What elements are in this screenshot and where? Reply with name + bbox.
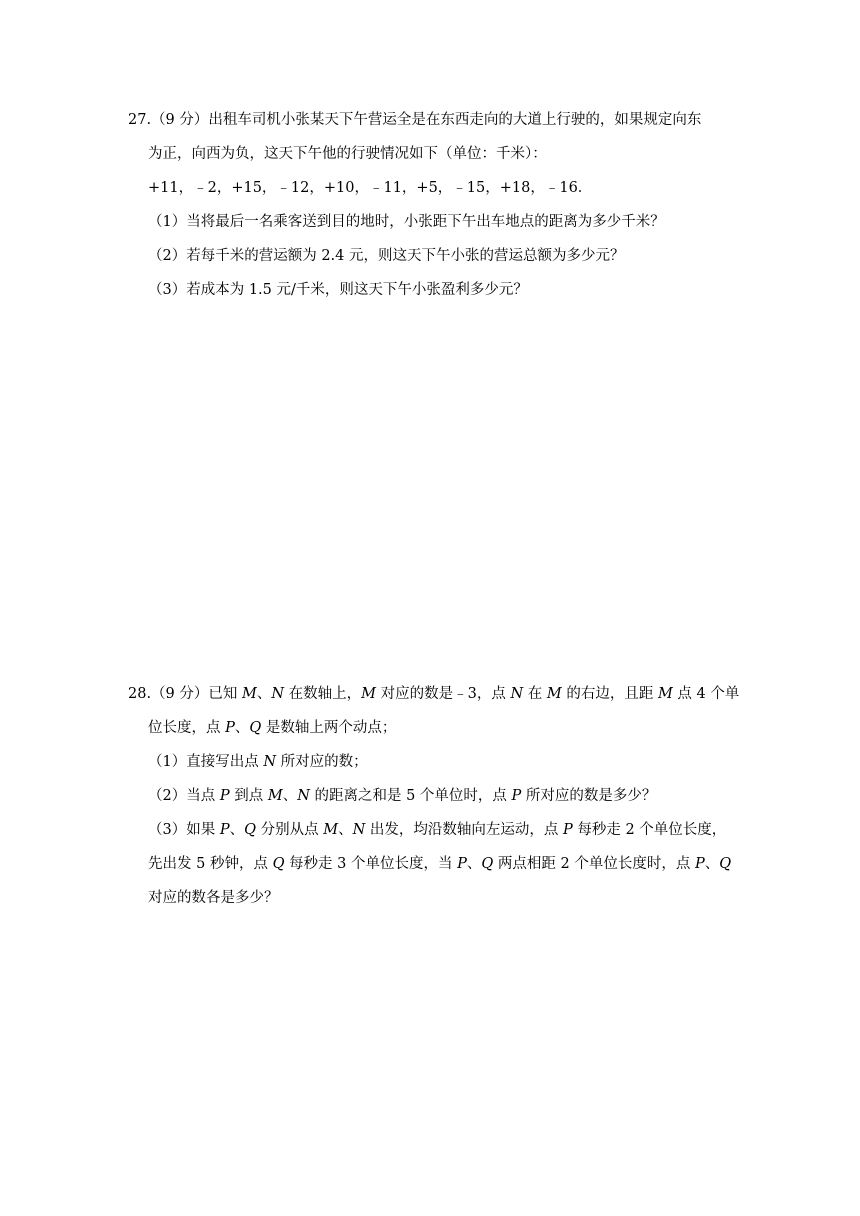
q28-var: P <box>511 788 522 804</box>
q28-var: Q <box>244 822 256 838</box>
q28-text: 每秒走 2 个单位长度， <box>572 822 727 838</box>
q28-text: 对应的数是﹣3，点 <box>376 686 511 702</box>
q28-var: P <box>219 788 230 804</box>
q28-var: N <box>352 822 366 838</box>
q28-text: 、 <box>466 856 482 872</box>
q28-text: 两点相距 2 个单位长度时，点 <box>493 856 695 872</box>
q28-text: 到点 <box>229 788 268 804</box>
q28-stem-line2 <box>148 718 396 738</box>
q28-var: Q <box>719 856 732 872</box>
q28-text: 在 <box>523 686 547 702</box>
q28-text: 在数轴上， <box>284 686 362 702</box>
q28-stem-line1 <box>128 684 739 704</box>
q28-text: 的距离之和是 5 个单位时，点 <box>309 788 512 804</box>
q28-var: P <box>562 822 573 838</box>
q27-sub2: （2）若每千米的营运额为 2.4 元，则这天下午小张的营运总额为多少元？ <box>148 248 625 264</box>
q28-text: 、 <box>229 822 245 838</box>
q28-text: 先出发 5 秒钟，点 <box>148 856 273 872</box>
q28-text: 每秒走 3 个单位长度，当 <box>284 856 458 872</box>
q28-text: 分别从点 <box>256 822 324 838</box>
q28-text: 的右边，且距 <box>561 686 658 702</box>
q28-var: M <box>657 686 673 702</box>
q28-text: 、 <box>234 720 250 736</box>
q28-var: M <box>546 686 562 702</box>
q28-text: 、 <box>282 788 298 804</box>
q28-var: P <box>219 822 230 838</box>
q28-text: 点 4 个单 <box>672 686 740 702</box>
q27-sub1: （1）当将最后一名乘客送到目的地时，小张距下午出车地点的距离为多少千米？ <box>148 214 665 230</box>
q28-text: 28.（9 分）已知 <box>128 686 243 702</box>
q28-sub1 <box>148 752 368 772</box>
q28-sub3-line2 <box>148 854 731 874</box>
q28-text: 所对应的数； <box>276 754 368 770</box>
q27-stem-line1: 27.（9 分）出租车司机小张某天下午营运全是在东西走向的大道上行驶的，如果规定向东 <box>128 112 702 128</box>
q27-data-line: +11，﹣2，+15，﹣12，+10，﹣11，+5，﹣15，+18，﹣16． <box>148 180 593 196</box>
q27-stem-line2: 为正，向西为负，这天下午他的行驶情况如下（单位：千米）： <box>148 146 547 162</box>
q28-text: 所对应的数是多少？ <box>521 788 657 804</box>
q28-var: N <box>263 754 277 770</box>
q28-text: 是数轴上两个动点； <box>261 720 397 736</box>
q27-sub3: （3）若成本为 1.5 元/千米，则这天下午小张盈利多少元？ <box>148 282 528 298</box>
q28-text: （1）直接写出点 <box>148 754 264 770</box>
q28-var: N <box>510 686 524 702</box>
q28-var: Q <box>272 856 285 872</box>
q28-var: Q <box>249 720 262 736</box>
q28-sub2 <box>148 786 656 806</box>
q28-var: M <box>267 788 283 804</box>
q28-var: P <box>225 720 235 736</box>
q28-var: M <box>242 686 257 702</box>
q28-sub3-line3: 对应的数各是多少？ <box>148 890 279 906</box>
q28-var: M <box>323 822 339 838</box>
q28-text: 出发，均沿数轴向左运动，点 <box>365 822 563 838</box>
q28-var: Q <box>481 856 494 872</box>
q28-text: 、 <box>256 686 272 702</box>
q28-var: P <box>694 856 705 872</box>
q28-text: （3）如果 <box>148 822 220 838</box>
q28-var: N <box>271 686 285 702</box>
q28-text: （2）当点 <box>148 788 220 804</box>
q28-var: P <box>457 856 467 872</box>
q28-text: 、 <box>338 822 353 838</box>
q28-var: M <box>361 686 377 702</box>
q28-text: 位长度，点 <box>148 720 226 736</box>
q28-sub3-line1 <box>148 820 726 840</box>
q28-text: 、 <box>704 856 720 872</box>
q28-var: N <box>297 788 310 804</box>
